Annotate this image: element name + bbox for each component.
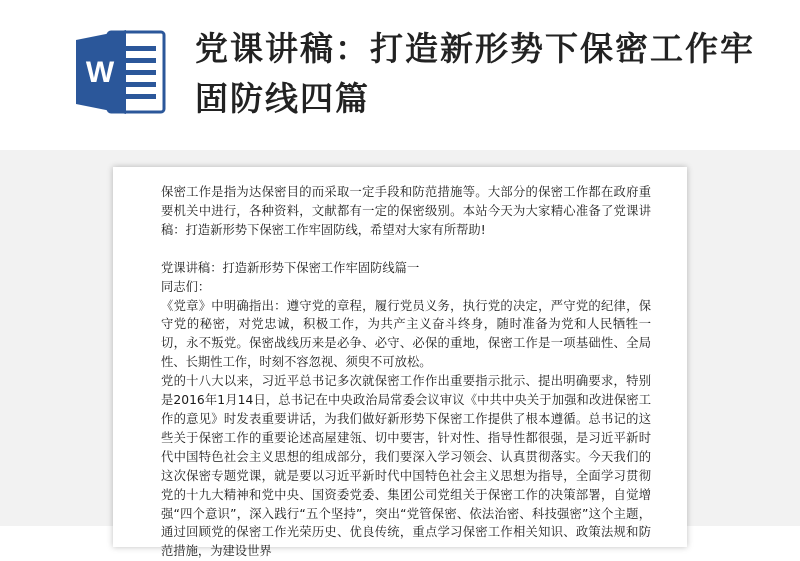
- intro-paragraph: 保密工作是指为达保密目的而采取一定手段和防范措施等。大部分的保密工作都在政府重要机关中进行，各种资料，文献都有一定的保密级别。本站今天为大家精心准备了党课讲稿：打造新形势下保密工作牢固防线，希望对大家有所帮助!: [161, 185, 651, 237]
- word-document-icon: [76, 30, 166, 114]
- section-heading: 党课讲稿：打造新形势下保密工作牢固防线篇一: [161, 260, 420, 275]
- body-paragraph: 党的十八大以来，习近平总书记多次就保密工作作出重要指示批示、提出明确要求，特别是2016年1月14日，总书记在中央政治局常委会议审议《中共中央关于加强和改进保密工作的意见》时发表重要讲话，为我们做好新形势下保密工作提供了根本遵循。总书记的这些关于保密工作的重要论述高屋建瓴、切中要害，针对性、指导性都很强，是习近平新时代中国特色社会主义思想的组成部分，我们要深入学习领会、认真贯彻落实。今天我们的这次保密专题党课，就是要以习近平新时代中国特色社会主义思想为指导，全面学习贯彻党的十九大精神和党中央、国资委党委、集团公司党组关于保密工作的决策部署，自觉增强“四个意识”，深入践行“五个坚持”，突出“党管保密、依法治密、科技强密”这个主题，通过回顾党的保密工作光荣历史、优良传统，重点学习保密工作相关知识、政策法规和防范措施，为建设世界: [161, 374, 651, 559]
- document-title: 党课讲稿：打造新形势下保密工作牢固防线四篇: [195, 29, 755, 118]
- body-paragraph: 《党章》中明确指出：遵守党的章程，履行党员义务，执行党的决定，严守党的纪律，保守党的秘密，对党忠诚，积极工作，为共产主义奋斗终身，随时准备为党和人民牺牲一切，永不叛党。保密战线历来是必争、必守、必保的重地，保密工作是一项基础性、全局性、长期性工作，时刻不容忽视、须臾不可放松。: [161, 298, 651, 370]
- salutation: 同志们：: [161, 279, 211, 294]
- page-header: [0, 0, 800, 150]
- svg-text:W: W: [85, 56, 115, 89]
- document-page: [113, 167, 687, 559]
- document-body: [161, 183, 651, 561]
